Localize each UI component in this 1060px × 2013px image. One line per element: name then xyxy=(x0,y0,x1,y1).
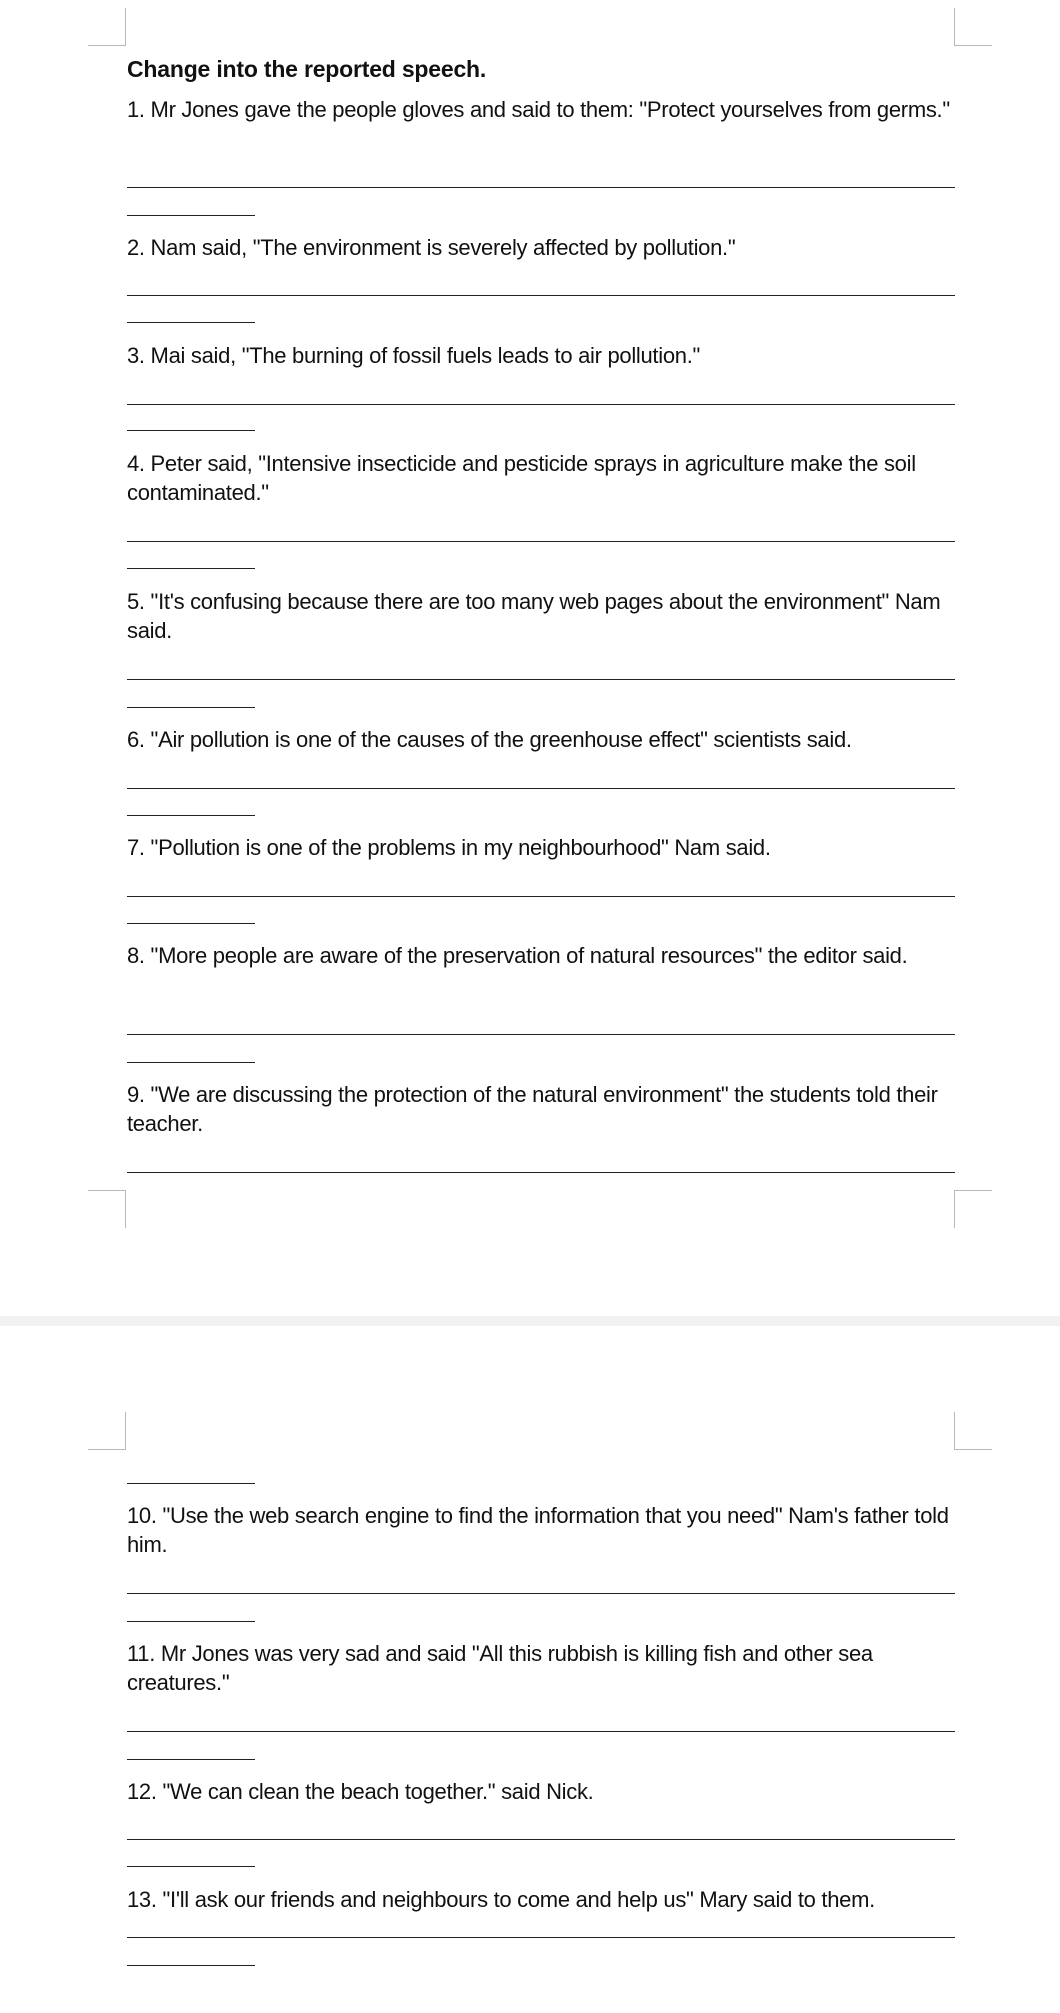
answer-line[interactable] xyxy=(127,1731,955,1732)
question-text: 4. Peter said, "Intensive insecticide and pesticide sprays in agriculture make the soil contaminated." xyxy=(127,451,916,505)
question-text: 8. "More people are aware of the preservation of natural resources" the editor said. xyxy=(127,943,908,968)
answer-line[interactable] xyxy=(127,1839,955,1840)
exercise-title: Change into the reported speech. xyxy=(127,56,487,82)
question-4 xyxy=(127,449,957,507)
question-text: 10. "Use the web search engine to find the information that you need" Nam's father told him. xyxy=(127,1503,949,1557)
page-separator xyxy=(0,1316,1060,1326)
question-text: 6. "Air pollution is one of the causes of the greenhouse effect" scientists said. xyxy=(127,727,852,752)
answer-line-continuation[interactable] xyxy=(127,923,255,924)
exercise-title-block xyxy=(127,55,957,83)
answer-line-continuation[interactable] xyxy=(127,1062,255,1063)
question-13 xyxy=(127,1885,957,1914)
question-6 xyxy=(127,725,957,754)
question-text: 12. "We can clean the beach together." said Nick. xyxy=(127,1779,594,1804)
answer-line-continuation[interactable] xyxy=(127,1483,255,1484)
answer-line[interactable] xyxy=(127,1172,955,1173)
question-2 xyxy=(127,233,957,262)
question-9 xyxy=(127,1080,957,1138)
answer-line-continuation[interactable] xyxy=(127,707,255,708)
question-text: 2. Nam said, "The environment is severely affected by pollution." xyxy=(127,235,736,260)
answer-line[interactable] xyxy=(127,1937,955,1938)
answer-line[interactable] xyxy=(127,896,955,897)
answer-line-continuation[interactable] xyxy=(127,1965,255,1966)
question-8 xyxy=(127,941,957,970)
answer-line[interactable] xyxy=(127,187,955,188)
question-text: 7. "Pollution is one of the problems in my neighbourhood" Nam said. xyxy=(127,835,771,860)
question-text: 1. Mr Jones gave the people gloves and said to them: "Protect yourselves from germs." xyxy=(127,97,950,122)
question-text: 9. "We are discussing the protection of the natural environment" the students told their teacher. xyxy=(127,1082,938,1136)
document-page-2 xyxy=(0,1326,1060,2013)
answer-line-continuation[interactable] xyxy=(127,815,255,816)
answer-line-continuation[interactable] xyxy=(127,215,255,216)
answer-line-continuation[interactable] xyxy=(127,1621,255,1622)
question-text: 13. "I'll ask our friends and neighbours to come and help us" Mary said to them. xyxy=(127,1887,875,1912)
answer-line[interactable] xyxy=(127,1593,955,1594)
answer-line-continuation[interactable] xyxy=(127,1759,255,1760)
answer-line[interactable] xyxy=(127,788,955,789)
question-10 xyxy=(127,1501,957,1559)
answer-line[interactable] xyxy=(127,1034,955,1035)
answer-line[interactable] xyxy=(127,679,955,680)
answer-line[interactable] xyxy=(127,404,955,405)
answer-line[interactable] xyxy=(127,541,955,542)
question-7 xyxy=(127,833,957,862)
question-text: 11. Mr Jones was very sad and said "All this rubbish is killing fish and other sea creatures." xyxy=(127,1641,873,1695)
question-3 xyxy=(127,341,957,370)
answer-line-continuation[interactable] xyxy=(127,322,255,323)
question-1 xyxy=(127,95,957,124)
answer-line-continuation[interactable] xyxy=(127,1866,255,1867)
question-11 xyxy=(127,1639,957,1697)
question-text: 3. Mai said, "The burning of fossil fuels leads to air pollution." xyxy=(127,343,701,368)
question-12 xyxy=(127,1777,957,1806)
question-5 xyxy=(127,587,957,645)
answer-line[interactable] xyxy=(127,295,955,296)
answer-line-continuation[interactable] xyxy=(127,430,255,431)
answer-line-continuation[interactable] xyxy=(127,568,255,569)
question-text: 5. "It's confusing because there are too many web pages about the environment" Nam said. xyxy=(127,589,941,643)
